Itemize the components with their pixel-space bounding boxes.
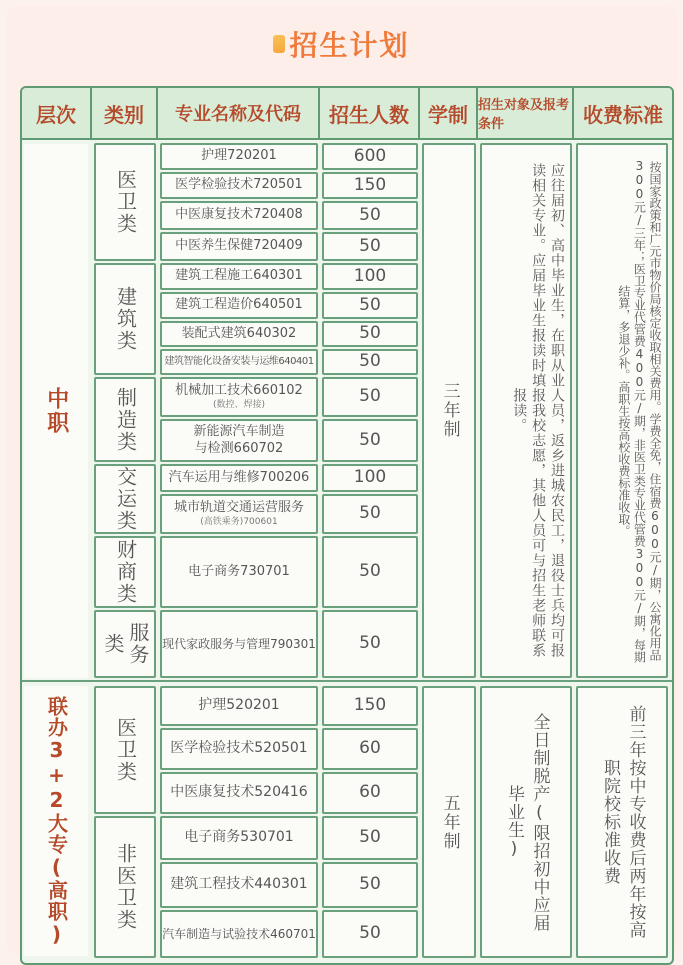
major-name-cell (160, 377, 318, 417)
major-name: 建筑工程造价640501 (160, 292, 318, 319)
major-name: 中医康复技术520416 (160, 772, 318, 814)
level-zhongzhi: 中职 (24, 144, 88, 678)
major-count: 60 (322, 728, 418, 770)
major-count: 150 (322, 686, 418, 726)
enrollment-table (20, 86, 674, 965)
category-caishang: 财商类 (94, 536, 156, 608)
eligibility-lianban: 全日制脱产(限招初中应届毕业生) (480, 686, 572, 958)
major-name: 护理720201 (160, 143, 318, 170)
page-title (6, 24, 677, 64)
major-name: 汽车运用与维修700206 (160, 464, 318, 492)
level-lianban: 联办3+2大专(高职) (24, 686, 88, 956)
major-count: 60 (322, 772, 418, 814)
major-name: 建筑工程施工640301 (160, 263, 318, 290)
category-zhizao: 制造类 (94, 377, 156, 462)
duration-lianban: 五年制 (422, 686, 476, 958)
section-divider (22, 680, 672, 682)
major-name: 建筑工程技术440301 (160, 862, 318, 908)
header-category: 类别 (92, 88, 158, 140)
major-name: 城市轨道交通运营服务 (173, 500, 304, 516)
major-name: 建筑智能化设备安装与运维640401 (160, 349, 318, 375)
major-name: 护理520201 (160, 686, 318, 726)
category-yiwei-gz: 医卫类 (94, 686, 156, 814)
major-name: 汽车制造与试验技术460701 (160, 910, 318, 958)
major-count: 50 (322, 536, 418, 608)
header-fees: 收费标准 (574, 88, 672, 140)
major-name: 中医养生保健720409 (160, 232, 318, 261)
major-name: 医学检验技术720501 (160, 172, 318, 199)
major-count: 50 (322, 910, 418, 958)
major-note: (高铁乘务)700601 (200, 516, 278, 527)
category-jiaoyun: 交运类 (94, 464, 156, 534)
header-major: 专业名称及代码 (158, 88, 320, 140)
major-name: 新能源汽车制造与检测660702 (160, 419, 318, 462)
major-name: 电子商务530701 (160, 816, 318, 860)
category-fuwu: 服务类 (94, 610, 156, 678)
title-decoration-icon (273, 35, 285, 53)
major-count: 50 (322, 494, 418, 534)
major-count: 50 (322, 321, 418, 347)
major-count: 100 (322, 263, 418, 290)
header-count: 招生人数 (320, 88, 420, 140)
category-yiwei: 医卫类 (94, 143, 156, 261)
major-count: 50 (322, 201, 418, 230)
major-count: 600 (322, 143, 418, 170)
major-note: (数控、焊接) (212, 399, 266, 410)
header-level: 层次 (22, 88, 92, 140)
major-name: 中医康复技术720408 (160, 201, 318, 230)
title-text: 招生计划 (289, 29, 410, 62)
major-name-cell (160, 494, 318, 534)
major-count: 50 (322, 349, 418, 375)
major-name: 现代家政服务与管理790301 (160, 610, 318, 678)
major-name: 机械加工技术660102 (175, 383, 303, 399)
header-eligibility: 招生对象及报考条件 (478, 88, 574, 140)
major-count: 50 (322, 292, 418, 319)
major-count: 50 (322, 816, 418, 860)
major-count: 100 (322, 464, 418, 492)
major-count: 50 (322, 862, 418, 908)
fees-lianban: 前三年按中专收费后两年按高职院校标准收费 (576, 686, 668, 958)
major-count: 50 (322, 419, 418, 462)
category-jianzhu: 建筑类 (94, 263, 156, 375)
header-duration: 学制 (420, 88, 478, 140)
major-name: 装配式建筑640302 (160, 321, 318, 347)
major-name: 医学检验技术520501 (160, 728, 318, 770)
category-feiyiwei: 非医卫类 (94, 816, 156, 958)
eligibility-zhongzhi: 应往届初、高中毕业生，在职从业人员，返乡进城农民工，退役士兵均可报读相关专业。应届毕业生报读时填报我校志愿，其他人员可与招生老师联系报读。 (480, 143, 572, 678)
page-card (6, 6, 677, 954)
major-count: 50 (322, 377, 418, 417)
major-count: 150 (322, 172, 418, 199)
fees-zhongzhi: 按国家政策和广元市物价局核定收取相关费用。学费全免，住宿费600元/期，公寓化用品300元/三年；医卫专业代管费400元/期，非医卫类专业代管费300元/期，每期结算，多退少补。高职生按高校收费标准收取。 (576, 143, 668, 678)
major-name: 电子商务730701 (160, 536, 318, 608)
major-count: 50 (322, 232, 418, 261)
duration-zhongzhi: 三年制 (422, 143, 476, 678)
major-count: 50 (322, 610, 418, 678)
